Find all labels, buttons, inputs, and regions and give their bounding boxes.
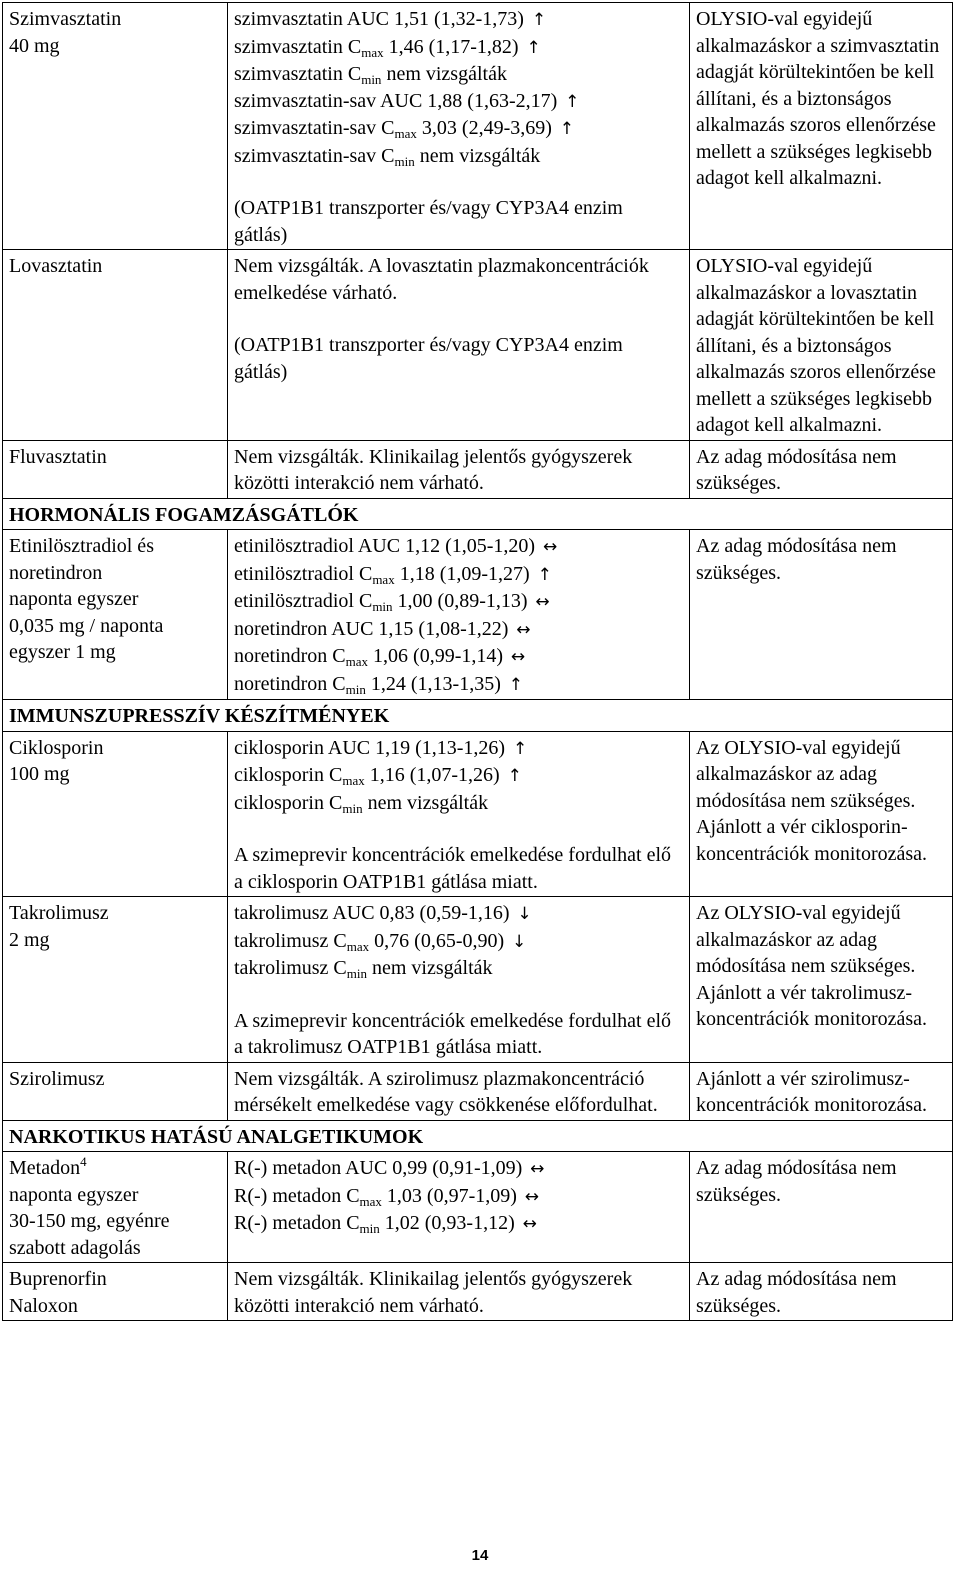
drug-cell: [3, 1263, 228, 1321]
arrow-both-icon: ↔: [530, 1159, 545, 1179]
arrow-down-icon: ↓: [517, 904, 532, 924]
footnote-marker: 4: [80, 1154, 87, 1169]
effect-cell: [228, 530, 690, 700]
drug-name: Buprenorfin: [9, 1268, 107, 1290]
effect-text: Nem vizsgálták. Klinikailag jelentős gyógyszerek közötti interakció nem várható.: [234, 1268, 633, 1317]
effect-note: A szimeprevir koncentrációk emelkedése fordulhat elő a ciklosporin OATP1B1 gátlása miatt.: [234, 844, 672, 893]
drug-name: Szirolimusz: [9, 1067, 105, 1090]
recommendation-text: Ajánlott a vér szirolimusz-koncentrációk monitorozása.: [696, 1067, 928, 1116]
effect-note: A szimeprevir koncentrációk emelkedése fordulhat elő a takrolimusz OATP1B1 gátlása miatt.: [234, 1009, 672, 1058]
section-heading: HORMONÁLIS FOGAMZÁSGÁTLÓK: [3, 498, 953, 530]
effect-note: (OATP1B1 transzporter és/vagy CYP3A4 enzim gátlás): [234, 334, 623, 383]
recommendation-cell: [690, 1263, 953, 1321]
effect-text: Nem vizsgálták. A lovasztatin plazmakoncentrációk emelkedése várható.: [234, 255, 649, 304]
drug-name: Takrolimusz: [9, 902, 109, 924]
recommendation-text: Az adag módosítása nem szükséges.: [696, 445, 897, 494]
effect-line: szimvasztatin-sav $C_{min}$ nem vizsgálták: [234, 144, 541, 169]
effect-cell: [228, 731, 690, 897]
drug-name: Lovasztatin: [9, 255, 103, 277]
drug-cell: [3, 440, 228, 498]
effect-cell: [228, 1062, 690, 1120]
drug-cell: [3, 897, 228, 1063]
recommendation-text: Az adag módosítása nem szükséges.: [696, 1157, 897, 1206]
effect-cell: [228, 1263, 690, 1321]
drug-cell: [3, 1152, 228, 1263]
effect-line: takrolimusz $C_{min}$ nem vizsgálták: [234, 957, 493, 981]
effect-cell: [228, 440, 690, 498]
drug-name: Naloxon: [9, 1294, 78, 1317]
effect-note: (OATP1B1 transzporter és/vagy CYP3A4 enzim gátlás): [234, 197, 623, 246]
recommendation-cell: [690, 530, 953, 700]
table-row: [3, 440, 953, 498]
arrow-both-icon: ↔: [522, 1214, 537, 1234]
recommendation-cell: [690, 3, 953, 250]
drug-dose: 0,035 mg / naponta: [9, 614, 164, 637]
drug-name: Szimvasztatin: [9, 8, 122, 30]
effect-text: Nem vizsgálták. A szirolimusz plazmakoncentráció mérsékelt emelkedése vagy csökkenése előfordulhat.: [234, 1067, 658, 1116]
section-row: [3, 700, 953, 732]
recommendation-text: Az adag módosítása nem szükséges.: [696, 535, 897, 584]
drug-cell: [3, 731, 228, 897]
recommendation-text: Az adag módosítása nem szükséges.: [696, 1268, 897, 1317]
effect-line: R(-) metadon $C_{min}$ 1,02 (0,93-1,12) ↔: [234, 1210, 683, 1238]
recommendation-text: OLYSIO-val egyidejű alkalmazáskor a szimvasztatin adagját körültekintően be kell állítani, és a biztonságos alkalmazás szoros ellenőrzése mellett a szükséges legkisebb adagot kell alkalmazni.: [696, 8, 940, 189]
recommendation-cell: [690, 250, 953, 441]
recommendation-cell: [690, 731, 953, 897]
arrow-both-icon: ↔: [524, 1186, 540, 1207]
arrow-up-icon: ↑: [531, 10, 547, 30]
effect-line: etinilösztradiol AUC 1,12 (1,05-1,20) ↔: [234, 533, 683, 561]
effect-line: R(-) metadon $C_{max}$ 1,03 (0,97-1,09) ↔: [234, 1183, 683, 1211]
arrow-both-icon: ↔: [535, 592, 550, 612]
effect-line: szimvasztatin-sav $C_{max}$ 3,03 (2,49-3,69) ↑: [234, 115, 683, 143]
arrow-both-icon: ↔: [510, 647, 526, 667]
drug-dose: naponta egyszer: [9, 1183, 139, 1206]
arrow-up-icon: ↑: [537, 564, 552, 585]
recommendation-text: Az OLYSIO-val egyidejű alkalmazáskor az adag módosítása nem szükséges. Ajánlott a vér ciklosporin-koncentrációk monitorozása.: [696, 736, 928, 865]
effect-line: takrolimusz AUC 0,83 (0,59-1,16) ↓: [234, 900, 683, 928]
effect-line: noretindron AUC 1,15 (1,08-1,22) ↔: [234, 616, 683, 644]
table-row: [3, 1152, 953, 1263]
section-heading: IMMUNSZUPRESSZÍV KÉSZÍTMÉNYEK: [3, 700, 953, 732]
recommendation-cell: [690, 1062, 953, 1120]
table-row: [3, 250, 953, 441]
drug-name: Fluvasztatin: [9, 445, 107, 468]
effect-line: ciklosporin AUC 1,19 (1,13-1,26) ↑: [234, 735, 683, 763]
arrow-both-icon: ↔: [542, 537, 558, 557]
section-row: [3, 1120, 953, 1152]
effect-cell: [228, 250, 690, 441]
arrow-up-icon: ↑: [559, 119, 575, 139]
arrow-up-icon: ↑: [508, 674, 523, 695]
effect-cell: [228, 3, 690, 250]
drug-name: Metadon$^4$: [9, 1154, 87, 1179]
drug-cell: [3, 250, 228, 441]
table-row: [3, 1062, 953, 1120]
effect-line: takrolimusz $C_{max}$ 0,76 (0,65-0,90) ↓: [234, 928, 683, 956]
drug-name: noretindron: [9, 561, 103, 584]
effect-line: szimvasztatin $C_{min}$ nem vizsgálták: [234, 63, 507, 87]
recommendation-text: Az OLYSIO-val egyidejű alkalmazáskor az adag módosítása nem szükséges. Ajánlott a vér takrolimusz-koncentrációk monitorozása.: [696, 902, 928, 1030]
page-number: 14: [471, 1547, 489, 1564]
effect-line: etinilösztradiol $C_{max}$ 1,18 (1,09-1,27) ↑: [234, 561, 683, 589]
effect-line: etinilösztradiol $C_{min}$ 1,00 (0,89-1,13) ↔: [234, 588, 683, 616]
recommendation-text: OLYSIO-val egyidejű alkalmazáskor a lovasztatin adagját körültekintően be kell állítani, és a biztonságos alkalmazás szoros ellenőrzése mellett a szükséges legkisebb adagot kell alkalmazni.: [696, 255, 936, 436]
effect-line: ciklosporin $C_{min}$ nem vizsgálták: [234, 791, 489, 816]
arrow-down-icon: ↓: [512, 931, 527, 952]
drug-dose: 100 mg: [9, 763, 70, 785]
table-row: [3, 530, 953, 700]
section-row: [3, 498, 953, 530]
table-row: [3, 1263, 953, 1321]
table-row: [3, 3, 953, 250]
arrow-up-icon: ↑: [507, 766, 522, 786]
recommendation-cell: [690, 897, 953, 1063]
arrow-up-icon: ↑: [526, 37, 541, 58]
drug-name: Etinilösztradiol és: [9, 535, 154, 557]
effect-line: R(-) metadon AUC 0,99 (0,91-1,09) ↔: [234, 1155, 683, 1183]
table-row: [3, 897, 953, 1063]
drug-dose: naponta egyszer: [9, 588, 139, 610]
section-heading: NARKOTIKUS HATÁSÚ ANALGETIKUMOK: [3, 1120, 953, 1152]
drug-name: Ciklosporin: [9, 736, 104, 759]
drug-cell: [3, 3, 228, 250]
effect-line: noretindron $C_{max}$ 1,06 (0,99-1,14) ↔: [234, 643, 683, 671]
drug-cell: [3, 530, 228, 700]
drug-cell: [3, 1062, 228, 1120]
drug-dose: 40 mg: [9, 34, 60, 57]
arrow-up-icon: ↑: [512, 738, 528, 759]
recommendation-cell: [690, 440, 953, 498]
effect-text: Nem vizsgálták. Klinikailag jelentős gyógyszerek közötti interakció nem várható.: [234, 445, 633, 494]
recommendation-cell: [690, 1152, 953, 1263]
table-row: [3, 731, 953, 897]
interaction-table: [2, 2, 953, 1321]
effect-line: ciklosporin $C_{max}$ 1,16 (1,07-1,26) ↑: [234, 762, 683, 790]
drug-dose: egyszer 1 mg: [9, 641, 116, 663]
arrow-both-icon: ↔: [516, 619, 531, 640]
drug-dose: szabott adagolás: [9, 1236, 141, 1259]
effect-line: szimvasztatin AUC 1,51 (1,32-1,73) ↑: [234, 6, 683, 34]
effect-line: noretindron $C_{min}$ 1,24 (1,13-1,35) ↑: [234, 671, 683, 699]
effect-cell: [228, 897, 690, 1063]
effect-line: szimvasztatin-sav AUC 1,88 (1,63-2,17) ↑: [234, 88, 683, 116]
effect-line: szimvasztatin $C_{max}$ 1,46 (1,17-1,82) ↑: [234, 34, 683, 62]
effect-cell: [228, 1152, 690, 1263]
drug-dose: 2 mg: [9, 928, 50, 951]
arrow-up-icon: ↑: [565, 91, 580, 112]
drug-dose: 30-150 mg, egyénre: [9, 1210, 170, 1232]
